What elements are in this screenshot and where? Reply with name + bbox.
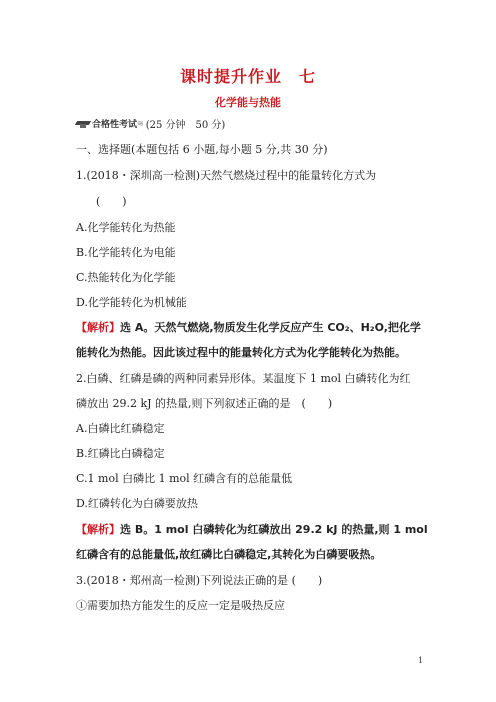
q1-option-c: C.热能转化为化学能 bbox=[76, 271, 176, 284]
q1-analysis-line2: 能转化为热能。因此该过程中的能量转化方式为化学能转化为热能。 bbox=[76, 346, 406, 359]
q2-option-c: C.1 mol 白磷比 1 mol 红磷含有的总能量低 bbox=[76, 472, 293, 485]
q1-analysis-text: 选 A。天然气燃烧,物质发生化学反应产生 CO₂、H₂O,把化学 bbox=[120, 321, 421, 334]
q2-stem-line2: 磷放出 29.2 kJ 的热量,则下列叙述正确的是 ( ) bbox=[76, 397, 333, 410]
q2-option-b: B.红磷比白磷稳定 bbox=[76, 447, 165, 460]
page-title: 课时提升作业 七 bbox=[179, 67, 316, 86]
q1-option-d: D.化学能转化为机械能 bbox=[76, 296, 187, 309]
q2-stem-line1: 2.白磷、红磷是磷的两种同素异形体。某温度下 1 mol 白磷转化为红 bbox=[76, 372, 411, 385]
q1-analysis-tag: 【解析】 bbox=[76, 321, 120, 334]
badge-time: (25 分钟 50 分) bbox=[145, 120, 226, 131]
q2-option-d: D.红磷转化为白磷要放热 bbox=[76, 497, 198, 510]
q2-option-a: A.白磷比红磷稳定 bbox=[76, 422, 165, 435]
q2-analysis-text: 选 B。1 mol 白磷转化为红磷放出 29.2 kJ 的热量,则 1 mol bbox=[120, 523, 428, 536]
q3-stem-line1: 3.(2018・郑州高一检测)下列说法正确的是 ( ) bbox=[76, 574, 323, 587]
badge-tick: ≋ bbox=[137, 119, 144, 128]
q2-analysis-tag: 【解析】 bbox=[76, 523, 120, 536]
exam-badge bbox=[76, 116, 225, 131]
q1-stem-line1: 1.(2018・深圳高一检测)天然气燃烧过程中的能量转化方式为 bbox=[76, 169, 377, 182]
q1-option-a: A.化学能转化为热能 bbox=[76, 221, 176, 234]
q3-item1: ①需要加热方能发生的反应一定是吸热反应 bbox=[76, 599, 285, 612]
q2-analysis-line2: 红磷含有的总能量低,故红磷比白磷稳定,其转化为白磷要吸热。 bbox=[76, 548, 382, 561]
q1-option-b: B.化学能转化为电能 bbox=[76, 246, 176, 259]
badge-label: 合格性考试 bbox=[92, 120, 138, 130]
graduation-cap-icon bbox=[76, 119, 90, 128]
section-heading: 一、选择题(本题包括 6 小题,每小题 5 分,共 30 分) bbox=[76, 143, 328, 156]
q1-analysis-line1 bbox=[76, 320, 421, 336]
page-subtitle: 化学能与热能 bbox=[215, 96, 281, 109]
page-number: 1 bbox=[418, 656, 424, 665]
q1-stem-line2: ( ) bbox=[96, 195, 127, 208]
q2-analysis-line1 bbox=[76, 522, 428, 538]
